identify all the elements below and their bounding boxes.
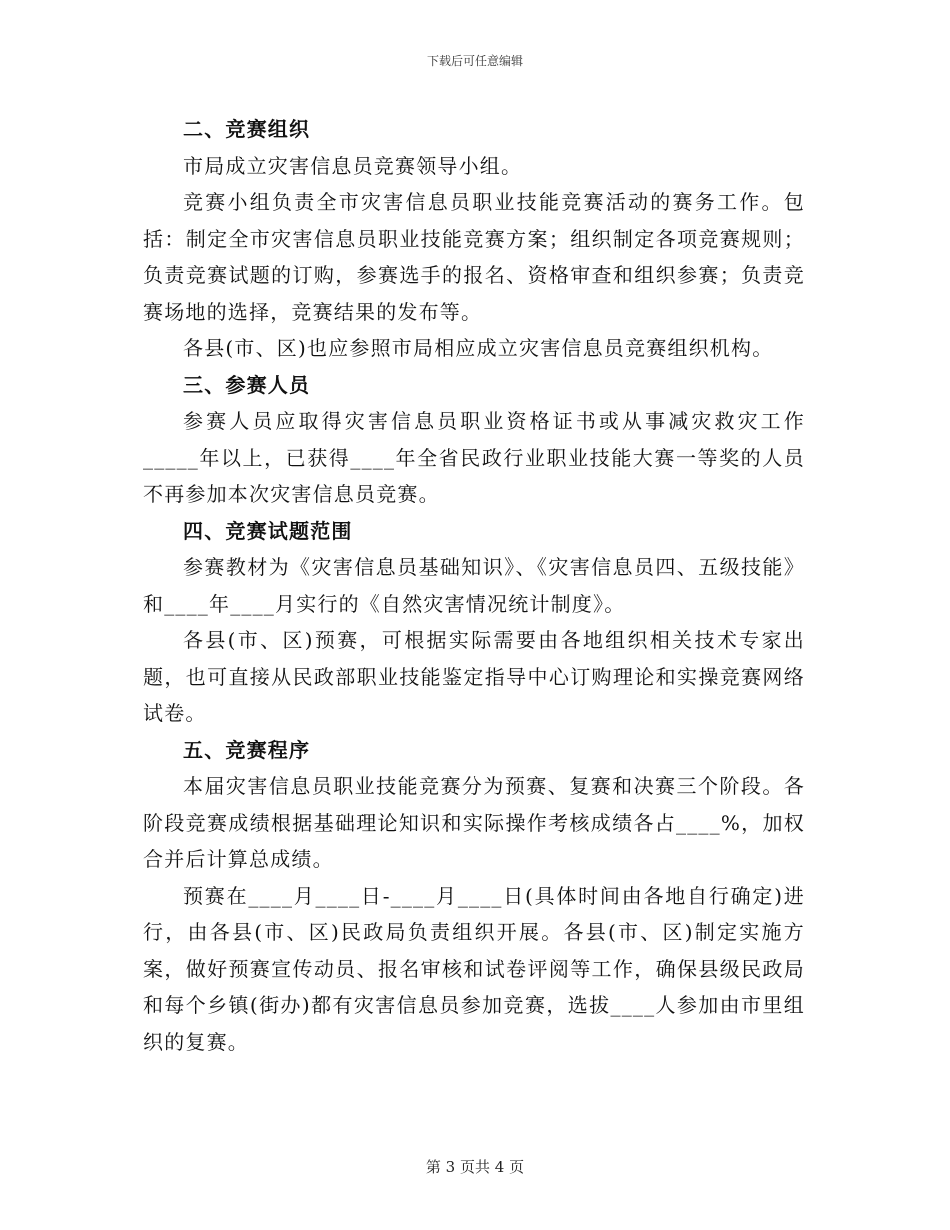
paragraph: 预赛在____月____日-____月____日(具体时间由各地自行确定)进行，由各县(市、区)民政局负责组织开展。各县(市、区)制定实施方案，做好预赛宣传动员、报名审核和试卷评阅等工作，确保县级民政局和每个乡镇(街办)都有灾害信息员参加竞赛，选拔____人参加由市里组织的复赛。 bbox=[143, 883, 805, 1054]
paragraph: 各县(市、区)也应参照市局相应成立灾害信息员竞赛组织机构。 bbox=[183, 336, 774, 360]
paragraph: 各县(市、区)预赛，可根据实际需要由各地组织相关技术专家出题，也可直接从民政部职业技能鉴定指导中心订购理论和实操竞赛网络试卷。 bbox=[143, 628, 805, 725]
paragraph: 竞赛小组负责全市灾害信息员职业技能竞赛活动的赛务工作。包括：制定全市灾害信息员职业技能竞赛方案；组织制定各项竞赛规则；负责竞赛试题的订购，参赛选手的报名、资格审查和组织参赛；负责竞赛场地的选择，竞赛结果的发布等。 bbox=[143, 190, 805, 324]
paragraph: 参赛教材为《灾害信息员基础知识》、《灾害信息员四、五级技能》和____年____月实行的《自然灾害情况统计制度》。 bbox=[143, 555, 805, 616]
paragraph: 本届灾害信息员职业技能竞赛分为预赛、复赛和决赛三个阶段。各阶段竞赛成绩根据基础理论知识和实际操作考核成绩各占____%，加权合并后计算总成绩。 bbox=[143, 774, 805, 871]
section-heading: 二、竞赛组织 bbox=[183, 117, 311, 141]
document-body bbox=[143, 111, 805, 1060]
page-header: 下载后可任意编辑 bbox=[426, 54, 523, 68]
paragraph: 市局成立灾害信息员竞赛领导小组。 bbox=[183, 153, 523, 178]
paragraph: 参赛人员应取得灾害信息员职业资格证书或从事减灾救灾工作_____年以上，已获得____年全省民政行业职业技能大赛一等奖的人员不再参加本次灾害信息员竞赛。 bbox=[143, 409, 805, 506]
section-heading: 五、竞赛程序 bbox=[183, 737, 311, 762]
section-heading: 三、参赛人员 bbox=[183, 372, 311, 397]
section-heading: 四、竞赛试题范围 bbox=[183, 518, 353, 543]
page-number: 第 3 页共 4 页 bbox=[425, 1158, 525, 1176]
